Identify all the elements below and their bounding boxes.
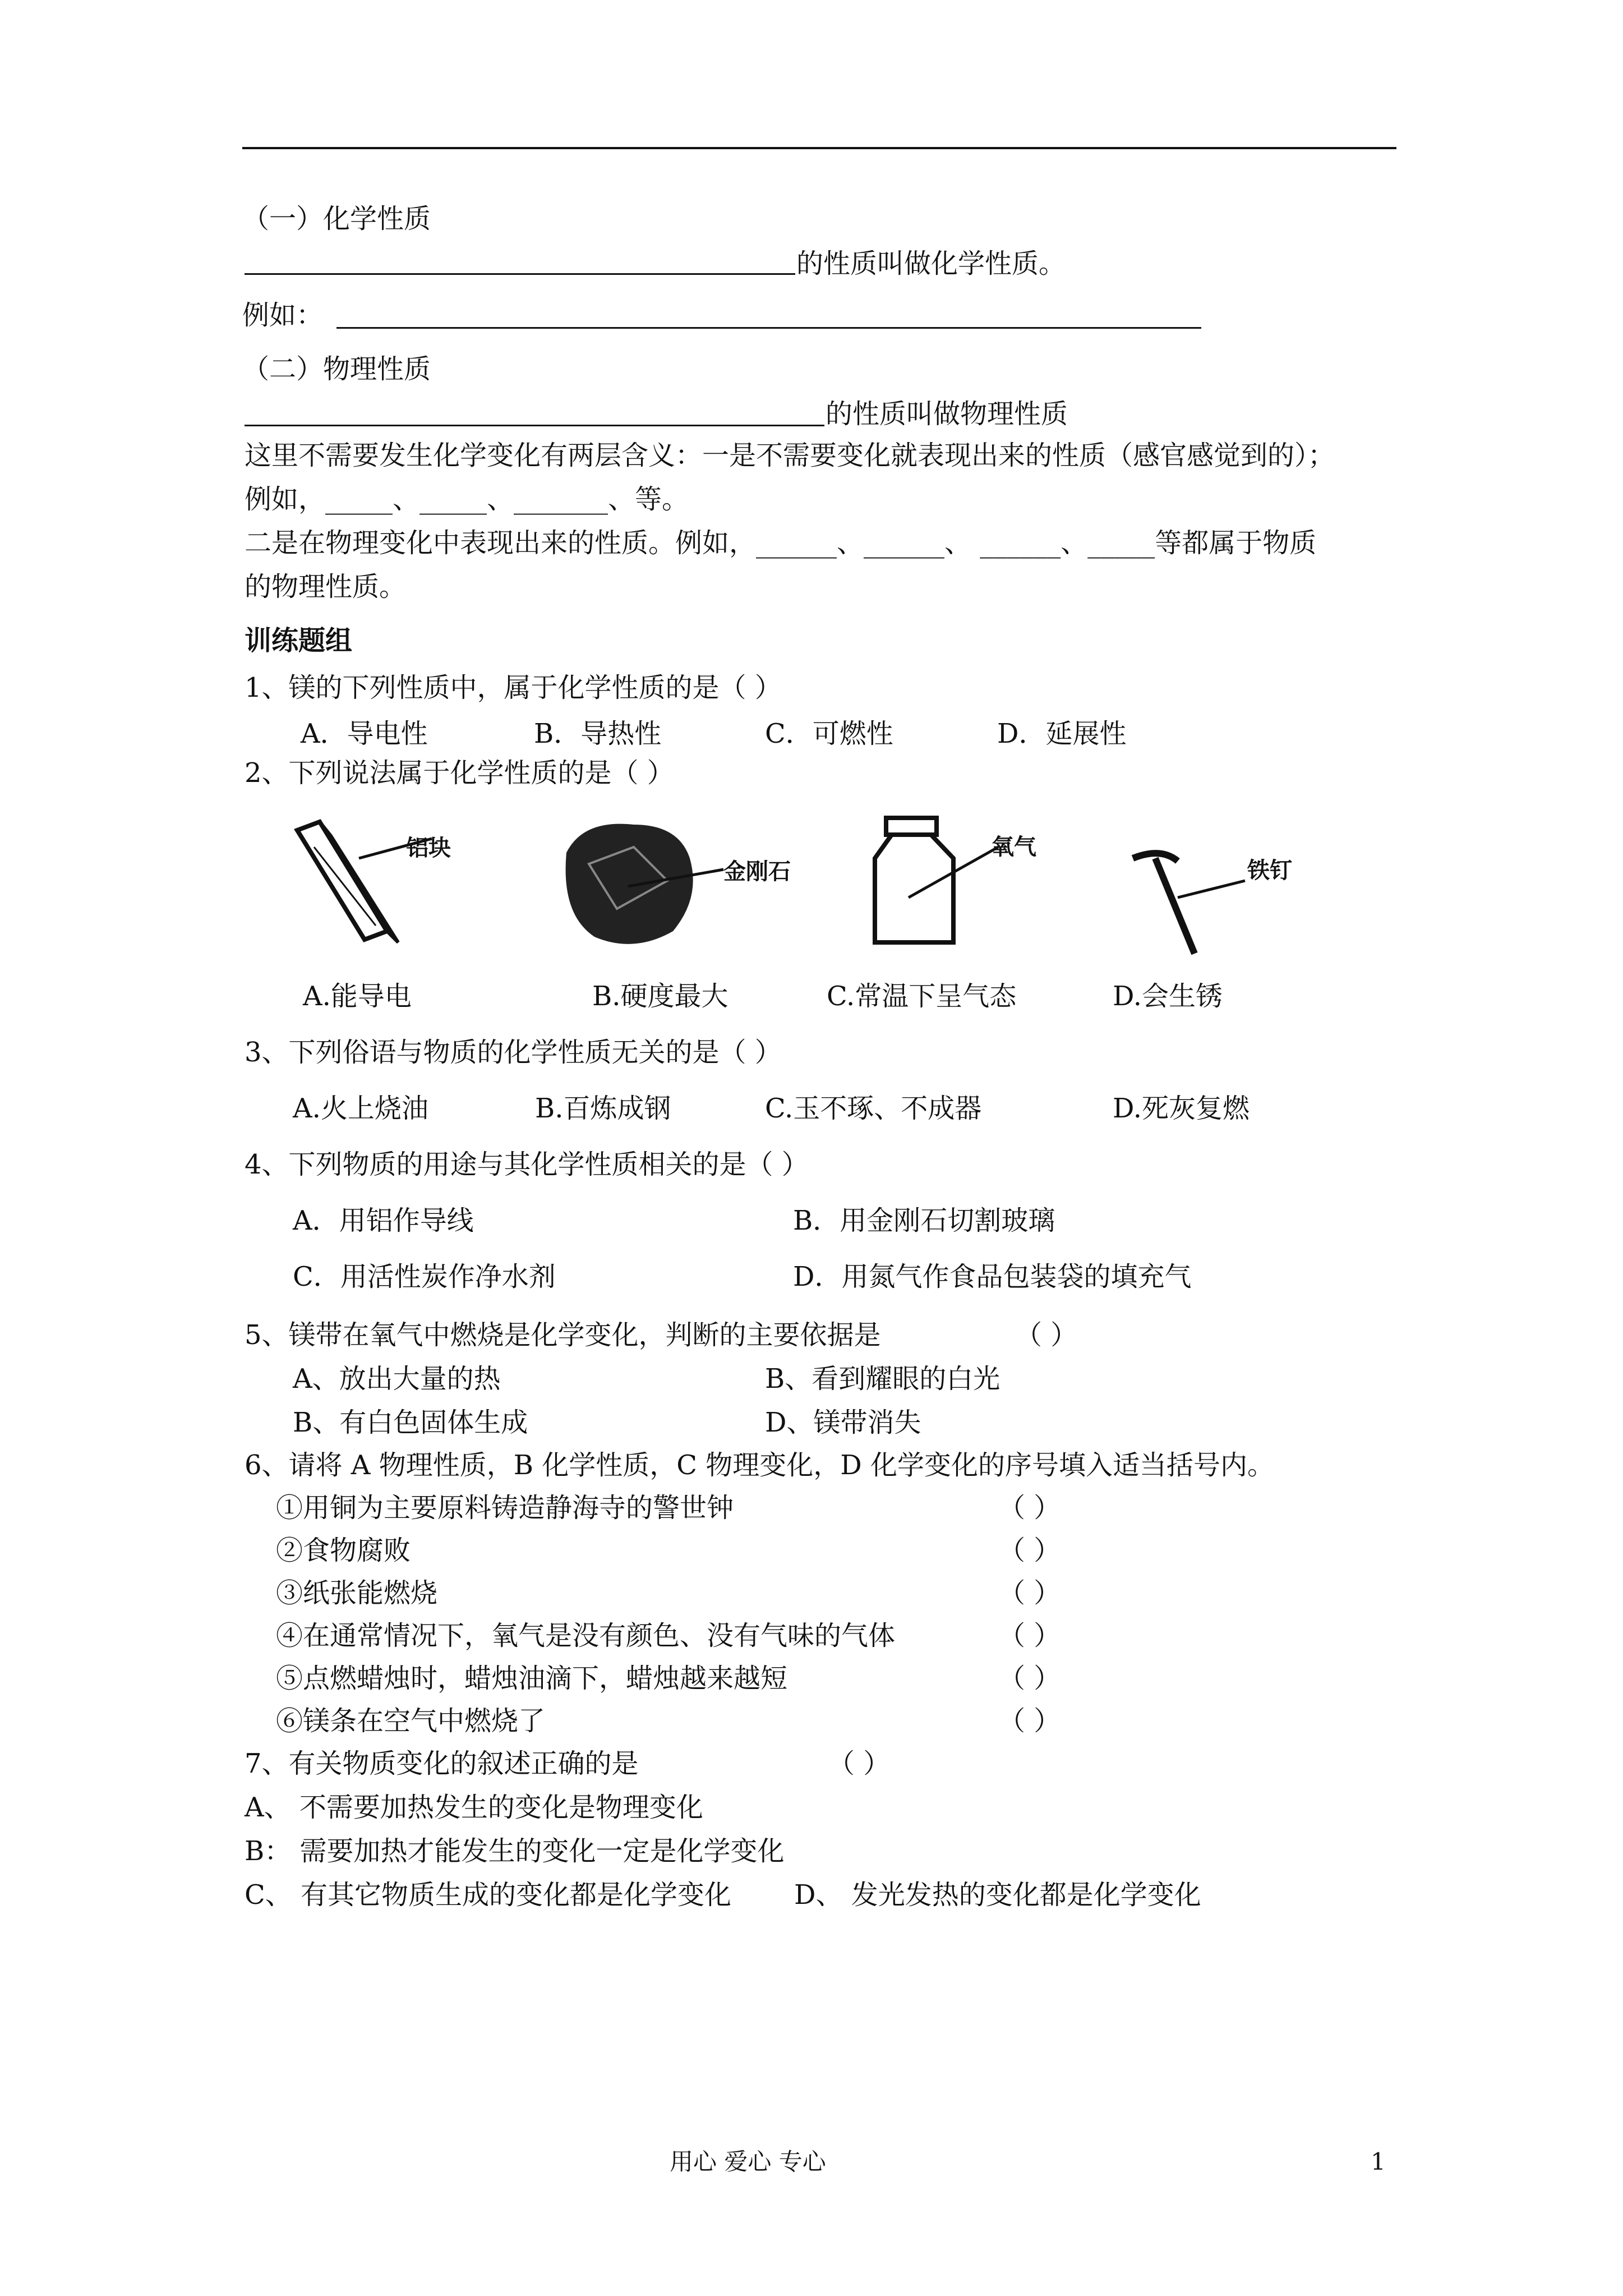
q5-option-c: B、有白色固体生成 xyxy=(293,1407,528,1438)
q6-answer-paren: （ ） xyxy=(998,1705,1061,1737)
question-6-stem: 6、请将 A 物理性质，B 化学性质，C 物理变化，D 化学变化的序号填入适当括号内。 xyxy=(245,1450,1274,1481)
explanation-line: 的物理性质。 xyxy=(245,571,407,602)
q7-option-c: C、 有其它物质生成的变化都是化学变化 xyxy=(245,1879,731,1911)
q3-option-c: C.玉不琢、不成器 xyxy=(765,1093,982,1124)
figure-label-oxygen: 氧气 xyxy=(992,834,1036,860)
physical-property-definition: 的性质叫做物理性质 xyxy=(826,398,1068,430)
q1-option-b: B．导热性 xyxy=(534,718,662,749)
figure-label-aluminum: 铝块 xyxy=(406,835,451,861)
header-rule xyxy=(242,147,1396,149)
explanation-line: 二是在物理变化中表现出来的性质。例如，______、______、 ______、_____等都属于物质 xyxy=(245,527,1317,559)
q6-answer-paren: （ ） xyxy=(998,1663,1061,1694)
q5-option-a: A、放出大量的热 xyxy=(293,1363,501,1395)
chemical-property-definition: 的性质叫做化学性质。 xyxy=(796,248,1066,279)
blank-line xyxy=(245,425,824,426)
q4-option-b: B．用金刚石切割玻璃 xyxy=(793,1205,1055,1236)
q2-option-d: D.会生锈 xyxy=(1113,981,1223,1012)
section-1-title: （一）化学性质 xyxy=(242,203,431,234)
q4-option-c: C．用活性炭作净水剂 xyxy=(293,1261,556,1292)
q7-answer-paren: （ ） xyxy=(828,1748,891,1779)
q2-option-b: B.硬度最大 xyxy=(592,981,728,1012)
q3-option-d: D.死灰复燃 xyxy=(1113,1093,1250,1124)
q3-option-b: B.百炼成钢 xyxy=(535,1093,671,1124)
q5-option-b: B、看到耀眼的白光 xyxy=(765,1363,1000,1395)
q1-option-a: A．导电性 xyxy=(301,718,428,749)
section-2-title: （二）物理性质 xyxy=(242,353,431,385)
q6-answer-paren: （ ） xyxy=(998,1577,1061,1609)
footer-motto: 用心 爱心 专心 xyxy=(670,2148,826,2175)
question-2-stem: 2、下列说法属于化学性质的是（ ） xyxy=(245,757,674,789)
question-7-stem: 7、有关物质变化的叙述正确的是 xyxy=(245,1748,639,1779)
q6-answer-paren: （ ） xyxy=(998,1620,1061,1651)
q2-option-c: C.常温下呈气态 xyxy=(827,981,1017,1012)
q2-option-a: A.能导电 xyxy=(303,981,412,1012)
q3-option-a: A.火上烧油 xyxy=(293,1093,428,1124)
q6-item: ②食物腐败 xyxy=(276,1535,411,1566)
example-label: 例如： xyxy=(242,300,324,331)
explanation-line: 例如，_____、_____、_______、等。 xyxy=(245,484,689,515)
q6-item: ⑥镁条在空气中燃烧了 xyxy=(276,1705,546,1737)
figure-label-diamond: 金刚石 xyxy=(723,859,791,885)
drill-title: 训练题组 xyxy=(245,625,353,656)
q6-item: ④在通常情况下，氧气是没有颜色、没有气味的气体 xyxy=(276,1620,896,1651)
question-5-stem: 5、镁带在氧气中燃烧是化学变化，判断的主要依据是 xyxy=(245,1319,881,1351)
blank-line xyxy=(336,327,1201,329)
page-number: 1 xyxy=(1371,2148,1386,2175)
oxygen-bottle-figure xyxy=(864,813,1009,948)
q1-option-c: C．可燃性 xyxy=(765,718,893,749)
q5-option-d: D、镁带消失 xyxy=(765,1407,921,1438)
q7-option-d: D、 发光发热的变化都是化学变化 xyxy=(794,1879,1201,1911)
q1-option-d: D．延展性 xyxy=(997,718,1127,749)
q6-item: ③纸张能燃烧 xyxy=(276,1577,438,1609)
q6-item: ①用铜为主要原料铸造静海寺的警世钟 xyxy=(276,1492,734,1524)
iron-nail-figure xyxy=(1127,836,1251,959)
q6-item: ⑤点燃蜡烛时，蜡烛油滴下，蜡烛越来越短 xyxy=(276,1663,788,1694)
q4-option-d: D．用氮气作食品包装袋的填充气 xyxy=(793,1261,1192,1292)
blank-line xyxy=(245,273,795,275)
q6-answer-paren: （ ） xyxy=(998,1535,1061,1566)
question-4-stem: 4、下列物质的用途与其化学性质相关的是（ ） xyxy=(245,1149,809,1180)
question-3-stem: 3、下列俗语与物质的化学性质无关的是（ ） xyxy=(245,1037,782,1068)
figure-label-iron-nail: 铁钉 xyxy=(1247,858,1292,884)
diamond-figure xyxy=(550,813,729,959)
q7-option-b: B： 需要加热才能发生的变化一定是化学变化 xyxy=(245,1835,785,1867)
q6-answer-paren: （ ） xyxy=(998,1492,1061,1524)
q5-answer-paren: （ ） xyxy=(1015,1319,1078,1351)
q7-option-a: A、 不需要加热发生的变化是物理变化 xyxy=(245,1792,703,1823)
explanation-line: 这里不需要发生化学变化有两层含义：一是不需要变化就表现出来的性质（感官感觉到的）； xyxy=(245,440,1335,471)
q4-option-a: A．用铝作导线 xyxy=(293,1205,474,1236)
question-1-stem: 1、镁的下列性质中，属于化学性质的是（ ） xyxy=(245,672,782,703)
